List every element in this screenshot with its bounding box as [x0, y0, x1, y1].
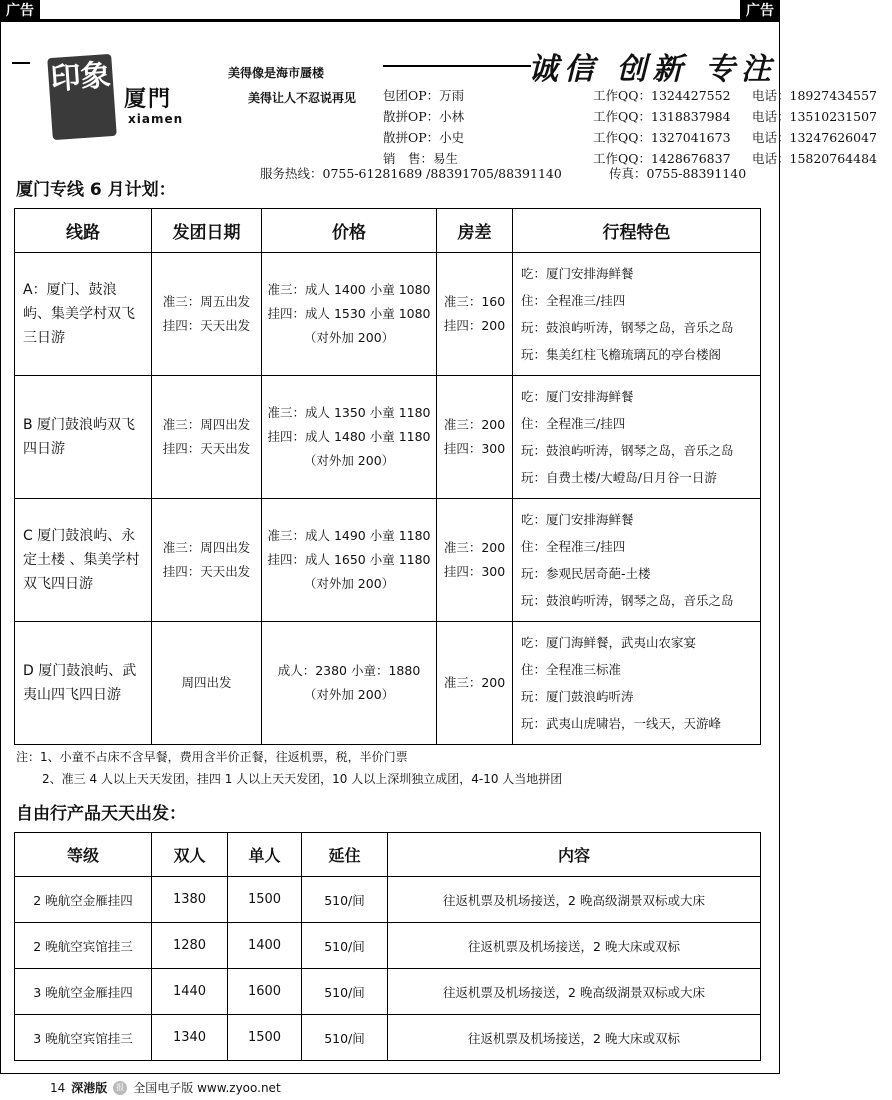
contact-phone: 电话：13247626047: [752, 130, 877, 145]
contact-role: 散拼OP：小林: [383, 109, 465, 124]
service-hotline: 服务热线：0755-61281689 /88391705/88391140: [260, 166, 562, 181]
feature-line: 玩：自费土楼/大嶝岛/日月谷一日游: [521, 470, 717, 485]
room-line: 准三：200: [443, 417, 506, 432]
price-line: 准三：成人 1350 小童 1180: [267, 405, 431, 420]
route-name: D 厦门鼓浪屿、武夷山四飞四日游: [15, 622, 152, 745]
route-name: B 厦门鼓浪屿双飞四日游: [15, 376, 152, 499]
itinerary-features: [513, 499, 761, 622]
room-line: 挂四：300: [443, 441, 506, 456]
price-cell: [262, 253, 437, 376]
feature-line: 吃：厦门安排海鲜餐: [521, 266, 634, 281]
header-price: 价格: [262, 209, 437, 253]
feature-line: 吃：厦门安排海鲜餐: [521, 512, 634, 527]
header-content: 内容: [388, 833, 761, 877]
top-bar: [0, 0, 780, 22]
departure-dates: [152, 253, 262, 376]
page-number: 14: [50, 1080, 66, 1095]
table-row: [15, 877, 761, 923]
room-line: 准三：200: [443, 540, 506, 555]
header-extend-stay: 延住: [302, 833, 388, 877]
logo-subtitle: xiamen: [128, 112, 184, 126]
departure-dates: [152, 376, 262, 499]
price-note: （对外加 200）: [303, 330, 395, 345]
company-motto: 诚信 创新 专注: [528, 52, 777, 87]
contact-phone: 电话：18927434557: [752, 88, 877, 103]
feature-line: 玩：武夷山虎啸岩，一线天，天游峰: [521, 716, 722, 731]
table-row: [15, 499, 761, 622]
contact-role: 销 售：易生: [383, 151, 459, 166]
free-travel-table: [14, 832, 761, 1061]
date-line: 挂四：天天出发: [162, 441, 251, 456]
room-supplement: [437, 253, 513, 376]
feature-line: 住：全程准三/挂四: [521, 539, 626, 554]
header-double: 双人: [152, 833, 228, 877]
package-content: 往返机票及机场接送，2 晚大床或双标: [388, 923, 761, 969]
room-line: 准三：200: [443, 675, 506, 690]
contact-role: 包团OP：万雨: [383, 88, 465, 103]
price-line: 挂四：成人 1650 小童 1180: [267, 552, 431, 567]
contact-role: 散拼OP：小史: [383, 130, 465, 145]
slogan-2: 美得让人不忍说再见: [248, 91, 357, 105]
single-price: 1400: [228, 923, 302, 969]
free-travel-title: 自由行产品天天出发：: [16, 804, 186, 824]
itinerary-features: [513, 253, 761, 376]
brand-logo: [42, 48, 192, 148]
slogan-1: 美得像是海市蜃楼: [228, 66, 325, 80]
room-line: 准三：160: [443, 294, 506, 309]
price-note: （对外加 200）: [303, 453, 395, 468]
header-room-supplement: 房差: [437, 209, 513, 253]
feature-line: 玩：鼓浪屿听涛，钢琴之岛，音乐之岛: [521, 593, 734, 608]
extend-stay-price: 510/间: [302, 1015, 388, 1061]
ad-label-right: 广告: [740, 0, 780, 22]
contact-qq: 工作QQ：1318837984: [593, 109, 731, 124]
ad-label-left: 广告: [0, 0, 40, 22]
header-single: 单人: [228, 833, 302, 877]
header-grade: 等级: [15, 833, 152, 877]
price-line: 挂四：成人 1530 小童 1080: [267, 306, 431, 321]
price-note: （对外加 200）: [303, 687, 395, 702]
itinerary-features: [513, 622, 761, 745]
date-line: 周四出发: [181, 675, 232, 690]
feature-line: 玩：鼓浪屿听涛，钢琴之岛，音乐之岛: [521, 320, 734, 335]
extend-stay-price: 510/间: [302, 923, 388, 969]
header-route: 线路: [15, 209, 152, 253]
table-row: [15, 923, 761, 969]
date-line: 挂四：天天出发: [162, 564, 251, 579]
motto-rule: [383, 65, 531, 67]
contact-list: [383, 85, 892, 169]
room-supplement: [437, 376, 513, 499]
page-footer: [50, 1079, 281, 1096]
fax-number: 传真：0755-88391140: [609, 166, 747, 181]
departure-dates: [152, 622, 262, 745]
logo-seal: 印象: [47, 54, 117, 140]
contact-row: [383, 85, 892, 106]
logo-city: 厦門: [124, 86, 173, 112]
feature-line: 玩：鼓浪屿听涛，钢琴之岛，音乐之岛: [521, 443, 734, 458]
double-price: 1440: [152, 969, 228, 1015]
price-cell: [262, 376, 437, 499]
contact-row: [383, 127, 892, 148]
price-line: 准三：成人 1490 小童 1180: [267, 528, 431, 543]
table-header-row: [15, 209, 761, 253]
feature-line: 玩：集美红柱飞檐琉璃瓦的亭台楼阁: [521, 347, 722, 362]
feature-line: 吃：厦门海鲜餐，武夷山农家宴: [521, 635, 697, 650]
table-row: [15, 376, 761, 499]
plan-title: 厦门专线 6 月计划：: [16, 180, 176, 200]
price-note: （对外加 200）: [303, 576, 395, 591]
edition-label: 深港版: [71, 1081, 108, 1095]
single-price: 1500: [228, 1015, 302, 1061]
price-cell: [262, 499, 437, 622]
date-line: 准三：周五出发: [162, 294, 251, 309]
contact-qq: 工作QQ：1327041673: [593, 130, 731, 145]
itinerary-features: [513, 376, 761, 499]
dash-mark: [12, 62, 30, 64]
date-line: 准三：周四出发: [162, 417, 251, 432]
package-content: 往返机票及机场接送，2 晚高级湖景双标或大床: [388, 969, 761, 1015]
single-price: 1600: [228, 969, 302, 1015]
single-price: 1500: [228, 877, 302, 923]
date-line: 准三：周四出发: [162, 540, 251, 555]
grade: 3 晚航空金雁挂四: [15, 969, 152, 1015]
grade: 2 晚航空金雁挂四: [15, 877, 152, 923]
table-row: [15, 1015, 761, 1061]
feature-line: 住：全程准三/挂四: [521, 416, 626, 431]
feature-line: 玩：厦门鼓浪屿听涛: [521, 689, 634, 704]
double-price: 1380: [152, 877, 228, 923]
room-supplement: [437, 622, 513, 745]
plan-notes: [16, 746, 562, 790]
extend-stay-price: 510/间: [302, 877, 388, 923]
double-price: 1340: [152, 1015, 228, 1061]
feature-line: 住：全程准三标准: [521, 662, 622, 677]
route-name: A：厦门、鼓浪屿、集美学村双飞三日游: [15, 253, 152, 376]
grade: 2 晚航空宾馆挂三: [15, 923, 152, 969]
table-row: [15, 969, 761, 1015]
contact-row: [383, 106, 892, 127]
price-line: 挂四：成人 1480 小童 1180: [267, 429, 431, 444]
package-content: 往返机票及机场接送，2 晚大床或双标: [388, 1015, 761, 1061]
note-line: 2、准三 4 人以上天天发团，挂四 1 人以上天天发团，10 人以上深圳独立成团，4-10 人当地拼团: [42, 772, 563, 786]
table-row: [15, 253, 761, 376]
date-line: 挂四：天天出发: [162, 318, 251, 333]
feature-line: 吃：厦门安排海鲜餐: [521, 389, 634, 404]
contact-qq: 工作QQ：1324427552: [593, 88, 731, 103]
note-line: 注：1、小童不占床不含早餐，费用含半价正餐，往返机票，税，半价门票: [16, 750, 408, 764]
table-header-row: [15, 833, 761, 877]
departure-dates: [152, 499, 262, 622]
price-line: 准三：成人 1400 小童 1080: [267, 282, 431, 297]
contact-phone: 电话：13510231507: [752, 109, 877, 124]
room-line: 挂四：300: [443, 564, 506, 579]
feature-line: 住：全程准三/挂四: [521, 293, 626, 308]
contact-qq: 工作QQ：1428676837: [593, 151, 731, 166]
extend-stay-price: 510/间: [302, 969, 388, 1015]
room-line: 挂四：200: [443, 318, 506, 333]
header-dates: 发团日期: [152, 209, 262, 253]
grade: 3 晚航空宾馆挂三: [15, 1015, 152, 1061]
price-cell: [262, 622, 437, 745]
double-price: 1280: [152, 923, 228, 969]
plan-table: [14, 208, 761, 745]
footer-website: 全国电子版 www.zyoo.net: [133, 1081, 281, 1095]
room-supplement: [437, 499, 513, 622]
feature-line: 玩：参观民居奇葩-土楼: [521, 566, 651, 581]
package-content: 往返机票及机场接送，2 晚高级湖景双标或大床: [388, 877, 761, 923]
table-row: [15, 622, 761, 745]
newspaper-icon: 报: [113, 1081, 127, 1095]
header-features: 行程特色: [513, 209, 761, 253]
contact-phone: 电话：15820764484: [752, 151, 877, 166]
route-name: C 厦门鼓浪屿、永定土楼 、集美学村双飞四日游: [15, 499, 152, 622]
price-line: 成人：2380 小童：1880: [277, 663, 421, 678]
